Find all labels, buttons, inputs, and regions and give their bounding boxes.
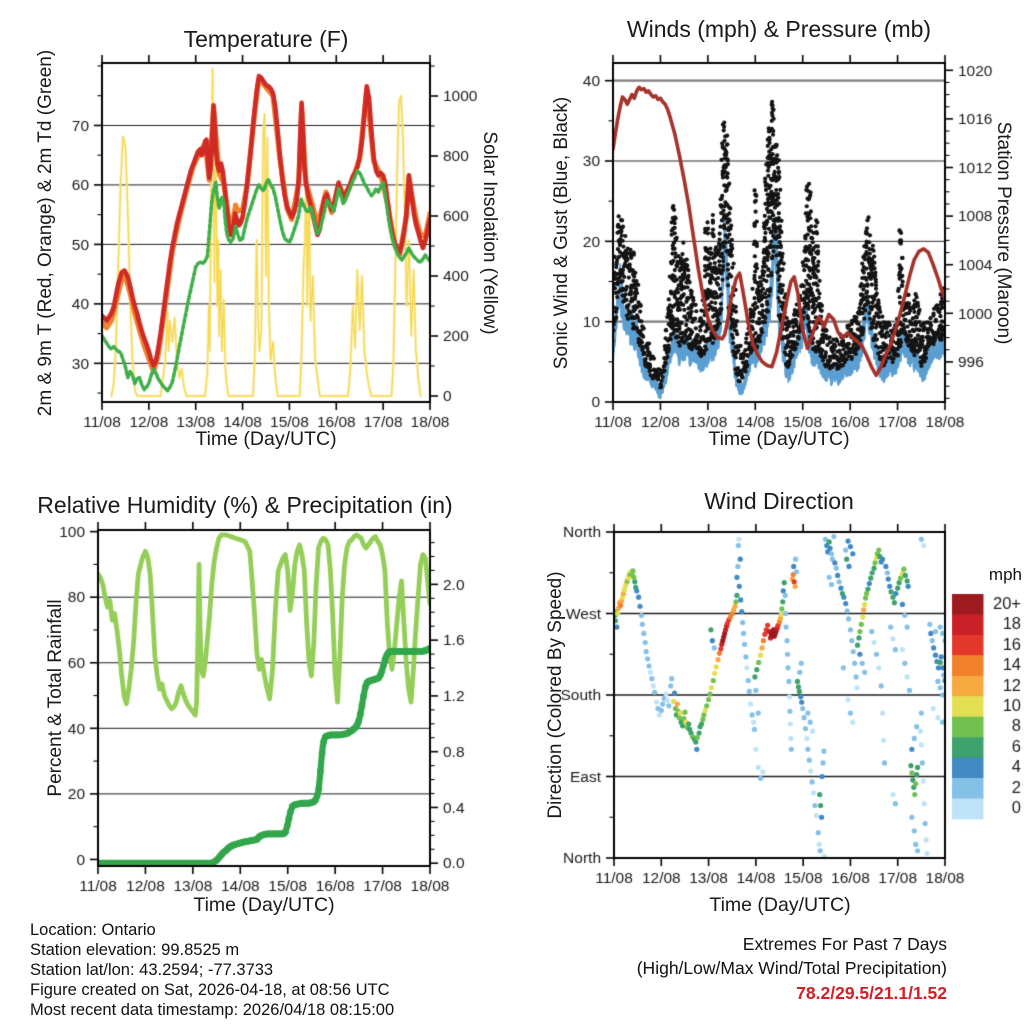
footer-latlon: Station lat/lon: 43.2594; -77.3733 (30, 961, 274, 979)
direction-x-label: Time (Day/UTC) (709, 894, 851, 916)
footer-created: Figure created on Sat, 2026-04-18, at 08:56 UTC (30, 981, 390, 999)
winds-y-left-label: Sonic Wind & Gust (Blue, Black) (551, 96, 572, 370)
winds-x-label: Time (Day/UTC) (708, 428, 850, 450)
temperature-panel-title: Temperature (F) (183, 26, 349, 52)
extremes-title: Extremes For Past 7 Days (742, 934, 947, 954)
direction-y-left-label: Direction (Colored By Speed) (545, 571, 566, 819)
footer-location: Location: Ontario (30, 921, 156, 939)
humidity-y-left-label: Percent & Total Rainfall (45, 599, 66, 797)
winds-panel-title: Winds (mph) & Pressure (mb) (626, 16, 932, 42)
extremes-subtitle: (High/Low/Max Wind/Total Precipitation) (636, 958, 947, 978)
extremes-values: 78.2/29.5/21.1/1.52 (796, 983, 947, 1003)
legend-mph-title: mph (988, 565, 1022, 584)
temperature-y-right-label: Solar Insolation (Yellow) (479, 131, 500, 335)
footer-timestamp: Most recent data timestamp: 2026/04/18 08:15:00 (30, 1001, 395, 1019)
direction-panel-title: Wind Direction (704, 488, 854, 514)
footer-elevation: Station elevation: 99.8525 m (30, 941, 240, 959)
winds-y-right-label: Station Pressure (Maroon) (993, 121, 1014, 345)
humidity-panel-title: Relative Humidity (%) & Precipitation (in) (37, 492, 453, 518)
temperature-x-label: Time (Day/UTC) (195, 428, 337, 450)
humidity-x-label: Time (Day/UTC) (193, 894, 335, 916)
temperature-y-left-label: 2m & 9m T (Red, Orange) & 2m Td (Green) (35, 49, 56, 417)
